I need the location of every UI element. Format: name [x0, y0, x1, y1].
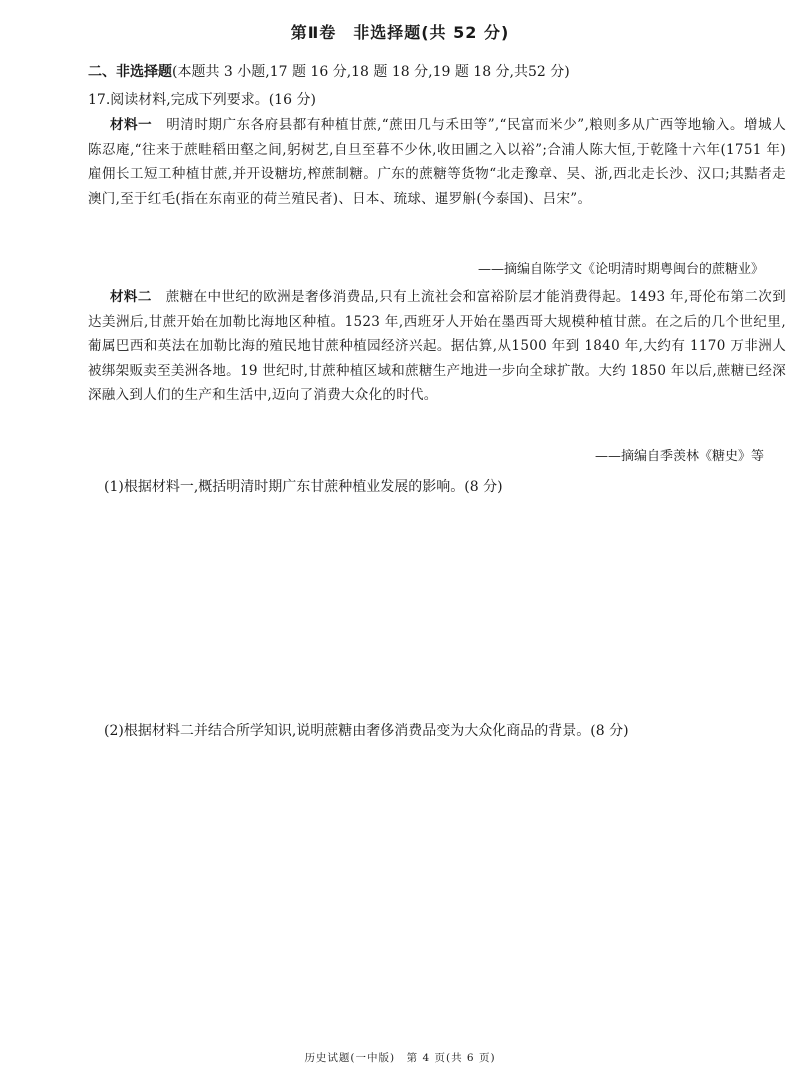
section-heading-label: 二、非选择题	[88, 64, 172, 80]
sub-question-2: (2)根据材料二并结合所学知识,说明蔗糖由奢侈消费品变为大众化商品的背景。(8 分)	[104, 723, 629, 739]
material-two-text: 蔗糖在中世纪的欧洲是奢侈消费品,只有上流社会和富裕阶层才能消费得起。1493 年,哥伦布第二次到达美洲后,甘蔗开始在加勒比海地区种植。1523 年,西班牙人开始在墨西哥大规模种植甘蔗。在之后的几个世纪里,葡属巴西和英法在加勒比海的殖民地甘蔗种植园经济兴起。据估算,从1500 年到 1840 年,大约有 1170 万非洲人被绑架贩卖至美洲各地。19 世纪时,甘蔗种植区域和蔗糖生产地进一步向全球扩散。大约 1850 年以后,蔗糖已经深深融入到人们的生产和生活中,迈向了消费大众化的时代。	[88, 289, 786, 404]
page-footer: 历史试题(一中版) 第 4 页(共 6 页)	[304, 1052, 496, 1064]
section-heading	[88, 62, 768, 82]
material-one-source: ——摘编自陈学文《论明清时期粤闽台的蔗糖业》	[477, 262, 764, 277]
material-two	[88, 285, 786, 408]
material-one-label: 材料一	[110, 117, 153, 133]
part-title: 第Ⅱ卷 非选择题(共 52 分)	[290, 23, 510, 42]
material-two-source: ——摘编自季羡林《糖史》等	[594, 449, 764, 464]
material-one	[88, 113, 786, 211]
sub-question-1: (1)根据材料一,概括明清时期广东甘蔗种植业发展的影响。(8 分)	[104, 479, 503, 495]
question-intro: 17.阅读材料,完成下列要求。(16 分)	[88, 92, 316, 108]
material-two-label: 材料二	[110, 289, 152, 305]
section-heading-note: (本题共 3 小题,17 题 16 分,18 题 18 分,19 题 18 分,共52 分)	[172, 64, 570, 80]
material-one-text: 明清时期广东各府县都有种植甘蔗,“蔗田几与禾田等”,“民富而米少”,粮则多从广西等地输入。增城人陈忍庵,“往来于蔗畦稻田壑之间,躬树艺,自旦至暮不少休,收田圃之入以裕”;合浦人陈大恒,于乾隆十六年(1751 年)雇佣长工短工种植甘蔗,并开设糖坊,榨蔗制糖。广东的蔗糖等货物“北走豫章、吴、浙,西北走长沙、汉口;其黠者走澳门,至于红毛(指在东南亚的荷兰殖民者)、日本、琉球、暹罗斛(今泰国)、吕宋”。	[88, 117, 786, 207]
